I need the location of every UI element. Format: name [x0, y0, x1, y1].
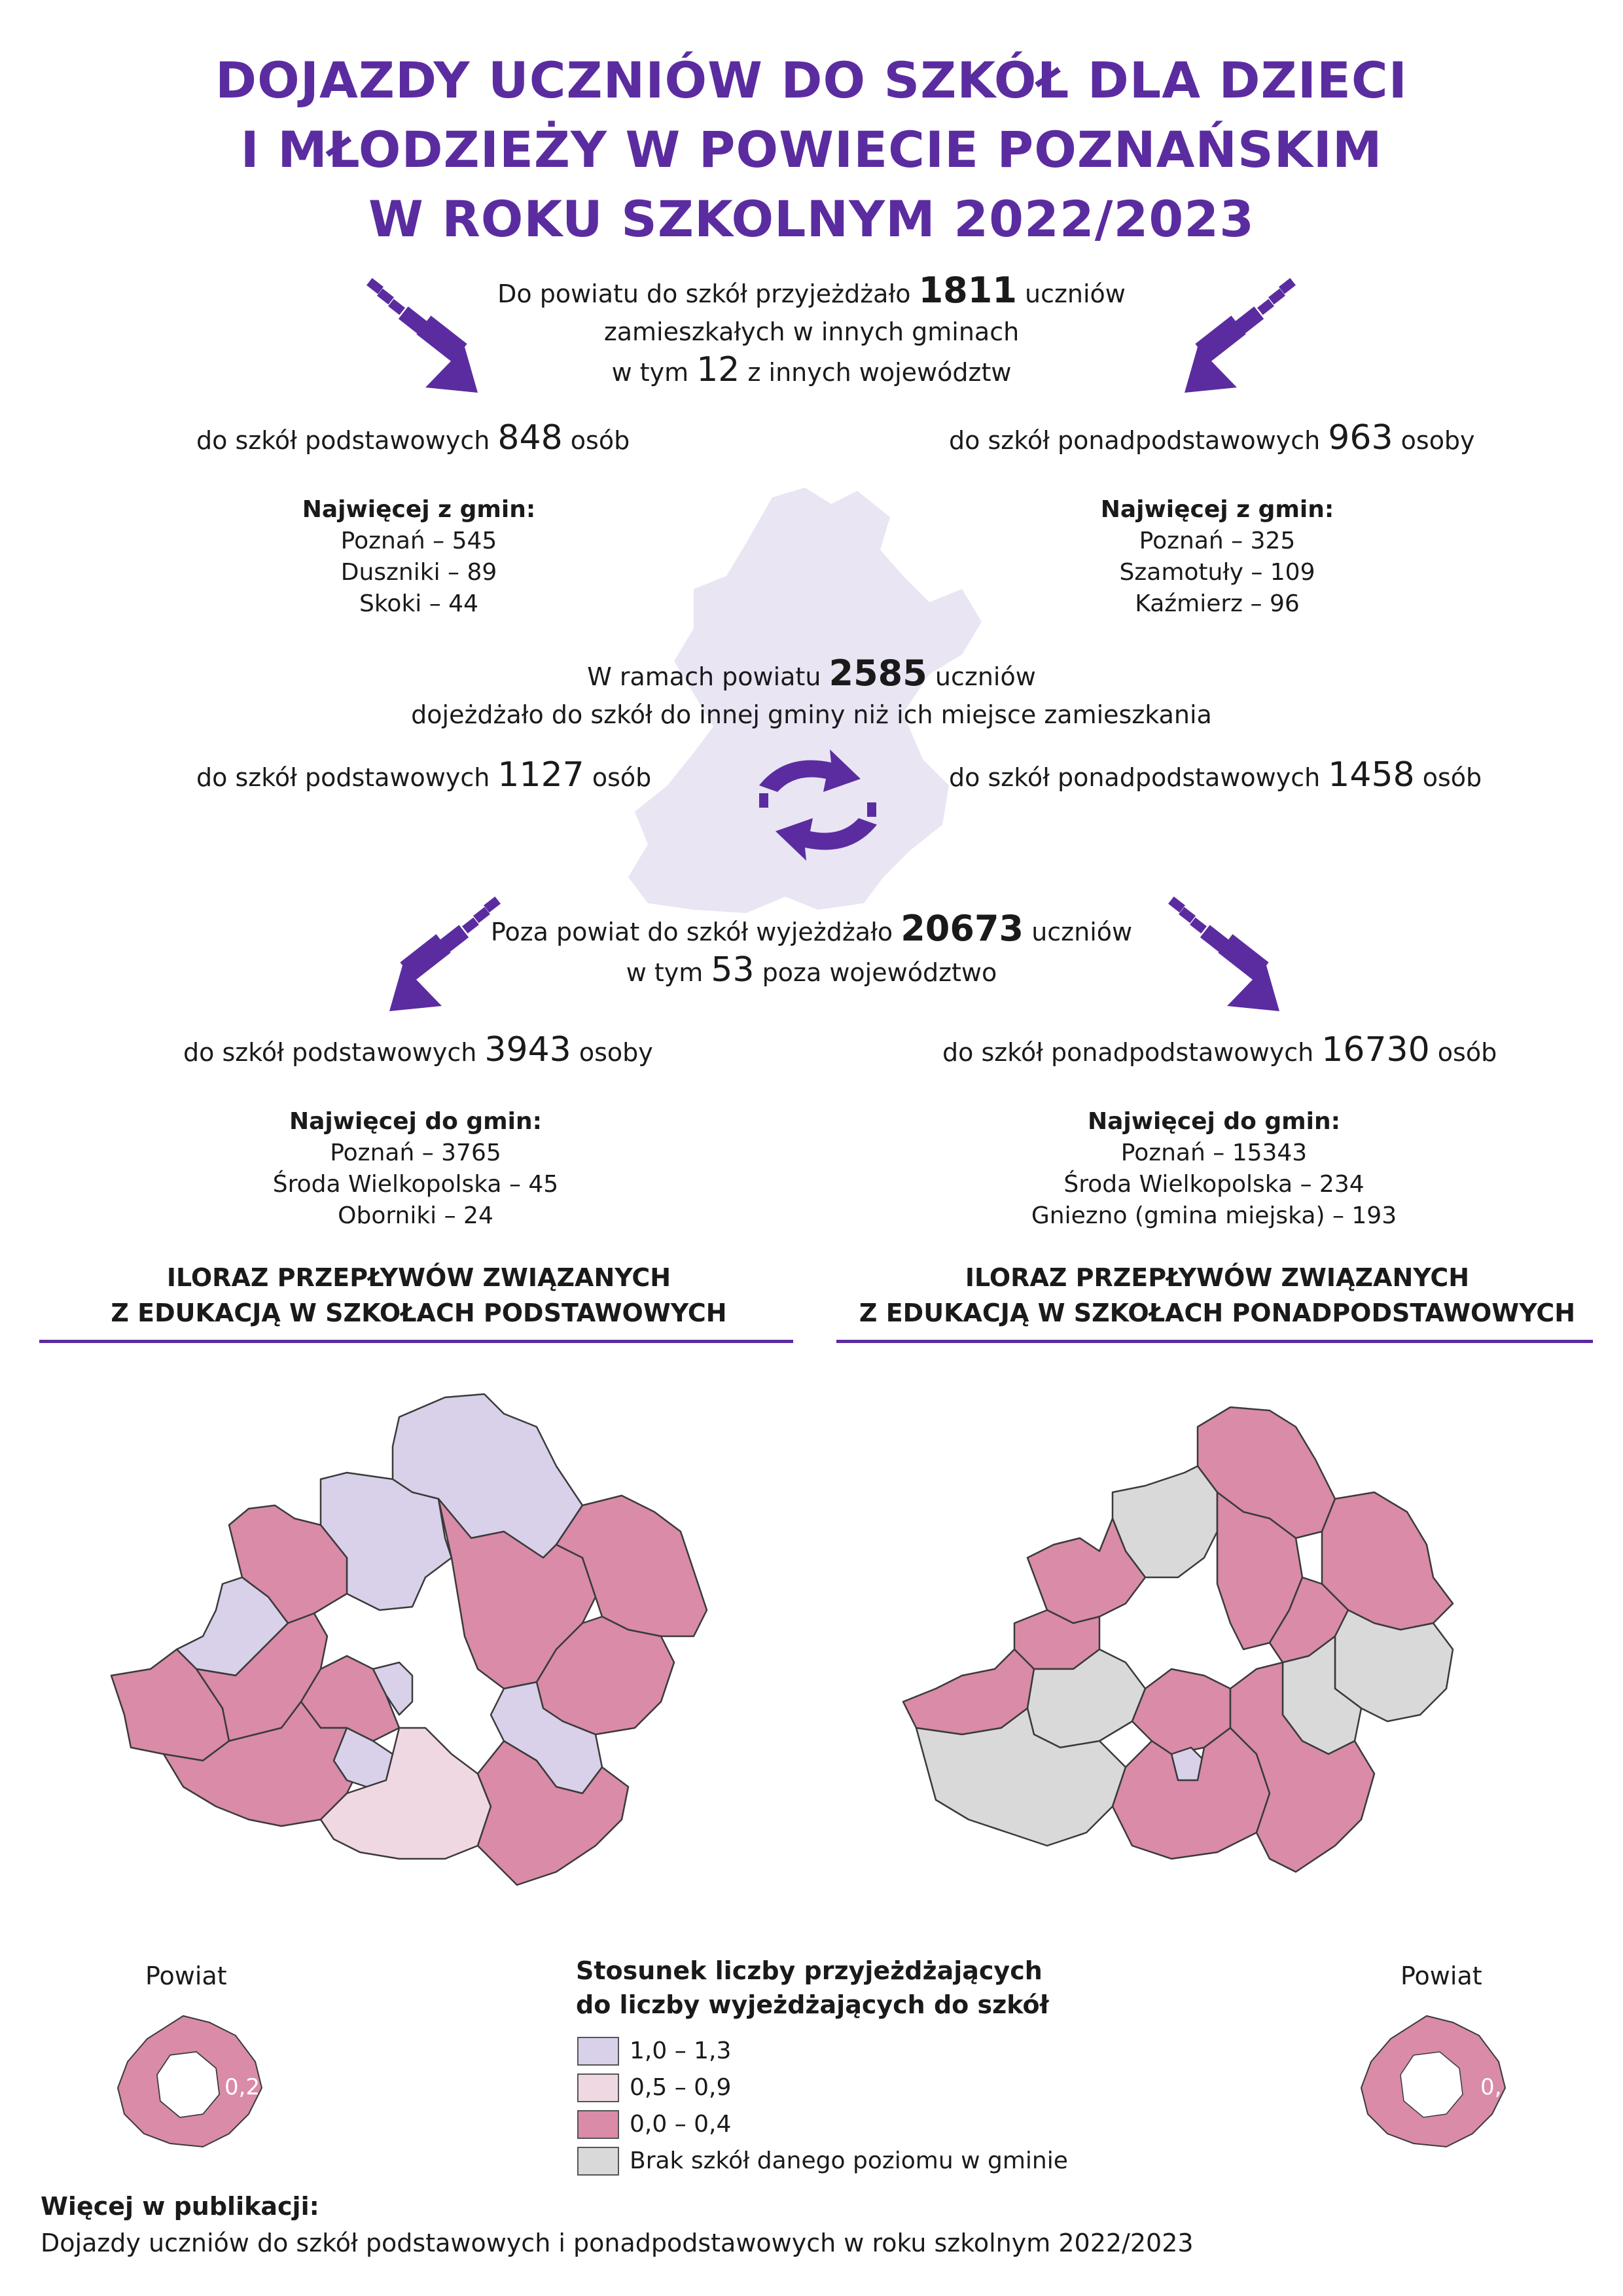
map-primary-title-1: ILORAZ PRZEPŁYWÓW ZWIĄZANYCH — [166, 1263, 671, 1292]
outgoing-primary-value: 3943 — [484, 1030, 571, 1069]
footer-heading: Więcej w publikacji: — [41, 2192, 319, 2221]
powiat-label-right: Powiat — [1400, 1962, 1482, 1990]
powiat-value-right: 0,1 — [1480, 2074, 1516, 2100]
internal-line1-pre: W ramach powiatu — [587, 662, 821, 691]
powiat-label-left: Powiat — [145, 1962, 227, 1990]
incoming-secondary-unit: osoby — [1400, 426, 1475, 455]
legend-label: 1,0 – 1,3 — [630, 2037, 732, 2064]
outgoing-line2-pre: w tym — [626, 958, 704, 987]
legend-title-2: do liczby wyjeżdżających do szkół — [576, 1990, 1049, 2019]
list-item: Oborniki – 24 — [338, 1202, 493, 1229]
outgoing-outside-voiv: 53 — [711, 950, 755, 990]
legend-swatch — [577, 2147, 619, 2176]
outgoing-primary-unit: osoby — [579, 1038, 653, 1067]
list-header: Najwięcej do gmin: — [1087, 1108, 1341, 1135]
map-primary-title — [39, 1260, 798, 1331]
list-item: Poznań – 3765 — [330, 1139, 501, 1166]
map-secondary-title — [838, 1260, 1597, 1331]
incoming-line2: zamieszkałych w innych gminach — [603, 317, 1020, 346]
incoming-line3-pre: w tym — [611, 358, 689, 387]
legend-swatch — [577, 2037, 619, 2066]
internal-secondary-unit: osób — [1422, 763, 1482, 792]
internal-primary-label: do szkół podstawowych — [196, 763, 490, 792]
outgoing-line2-post: poza województwo — [762, 958, 997, 987]
powiat-value-left: 0,2 — [224, 2074, 260, 2100]
map-primary-title-2: Z EDUKACJĄ W SZKOŁACH PODSTAWOWYCH — [111, 1299, 727, 1327]
outgoing-total: 20673 — [901, 908, 1024, 949]
incoming-primary-label: do szkół podstawowych — [196, 426, 490, 455]
legend-swatch — [577, 2073, 619, 2102]
outgoing-secondary — [942, 1031, 1497, 1071]
internal-primary-value: 1127 — [497, 755, 584, 795]
legend-title-1: Stosunek liczby przyjeżdżających — [576, 1956, 1043, 1985]
outgoing-secondary-value: 16730 — [1321, 1030, 1430, 1069]
internal-secondary-value: 1458 — [1328, 755, 1415, 795]
internal-line1-post: uczniów — [935, 662, 1036, 691]
internal-primary-unit: osób — [592, 763, 652, 792]
incoming-summary — [419, 272, 1204, 391]
list-item: Środa Wielkopolska – 234 — [1063, 1171, 1364, 1198]
title-line-3: W ROKU SZKOLNYM 2022/2023 — [368, 190, 1255, 248]
outgoing-secondary-list — [985, 1106, 1443, 1232]
internal-line2: dojeżdżało do szkół do innej gminy niż ich miejsce zamieszkania — [411, 700, 1212, 729]
internal-total: 2585 — [829, 653, 927, 694]
outgoing-secondary-label: do szkół ponadpodstawowych — [942, 1038, 1314, 1067]
legend-swatch — [577, 2110, 619, 2139]
outgoing-primary-label: do szkół podstawowych — [183, 1038, 477, 1067]
incoming-secondary — [949, 419, 1475, 459]
incoming-line3-post: z innych województw — [747, 358, 1012, 387]
outgoing-primary — [183, 1031, 653, 1071]
legend-title — [576, 1954, 1049, 2022]
legend-label: 0,5 – 0,9 — [630, 2074, 732, 2101]
divider — [39, 1340, 793, 1343]
list-header: Najwięcej do gmin: — [289, 1108, 543, 1135]
cycle-arrows-icon — [746, 740, 890, 870]
list-item: Poznań – 325 — [1139, 528, 1296, 554]
incoming-secondary-list — [988, 494, 1446, 620]
outgoing-secondary-unit: osób — [1437, 1038, 1497, 1067]
title-line-2: I MŁODZIEŻY W POWIECIE POZNAŃSKIM — [240, 120, 1383, 179]
legend-label: 0,0 – 0,4 — [630, 2111, 732, 2138]
list-header: Najwięcej z gmin: — [302, 496, 536, 523]
legend-label: Brak szkół danego poziomu w gminie — [630, 2147, 1068, 2174]
incoming-line1-pre: Do powiatu do szkół przyjeżdżało — [497, 279, 911, 308]
outgoing-summary — [419, 910, 1204, 992]
list-header: Najwięcej z gmin: — [1100, 496, 1334, 523]
internal-summary — [353, 655, 1270, 734]
list-item: Poznań – 15343 — [1120, 1139, 1308, 1166]
outgoing-primary-list — [187, 1106, 645, 1232]
title-line-1: DOJAZDY UCZNIÓW DO SZKÓŁ DLA DZIECI — [215, 51, 1408, 109]
list-item: Skoki – 44 — [359, 590, 478, 617]
incoming-secondary-value: 963 — [1328, 418, 1393, 457]
divider — [836, 1340, 1593, 1343]
footer-publication-link[interactable]: Dojazdy uczniów do szkół podstawowych i ponadpodstawowych w roku szkolnym 2022/2023 — [41, 2229, 1194, 2257]
list-item: Poznań – 545 — [340, 528, 497, 554]
incoming-total: 1811 — [918, 270, 1017, 311]
internal-secondary — [949, 756, 1482, 797]
incoming-secondary-label: do szkół ponadpodstawowych — [949, 426, 1321, 455]
map-secondary — [864, 1361, 1584, 1990]
list-item: Środa Wielkopolska – 45 — [272, 1171, 559, 1198]
list-item: Duszniki – 89 — [340, 559, 497, 586]
map-primary — [85, 1361, 805, 1990]
internal-primary — [196, 756, 651, 797]
outgoing-line1-pre: Poza powiat do szkół wyjeżdżało — [490, 918, 893, 946]
list-item: Kaźmierz – 96 — [1135, 590, 1300, 617]
incoming-primary-unit: osób — [570, 426, 630, 455]
outgoing-line1-post: uczniów — [1031, 918, 1133, 946]
incoming-line1-post: uczniów — [1024, 279, 1126, 308]
internal-secondary-label: do szkół ponadpodstawowych — [949, 763, 1321, 792]
map-secondary-title-2: Z EDUKACJĄ W SZKOŁACH PONADPODSTAWOWYCH — [859, 1299, 1576, 1327]
map-secondary-title-1: ILORAZ PRZEPŁYWÓW ZWIĄZANYCH — [965, 1263, 1470, 1292]
list-item: Gniezno (gmina miejska) – 193 — [1031, 1202, 1397, 1229]
incoming-primary-value: 848 — [497, 418, 563, 457]
incoming-primary — [196, 419, 630, 459]
incoming-primary-list — [190, 494, 648, 620]
incoming-other-voiv: 12 — [696, 350, 740, 389]
list-item: Szamotuły – 109 — [1119, 559, 1315, 586]
